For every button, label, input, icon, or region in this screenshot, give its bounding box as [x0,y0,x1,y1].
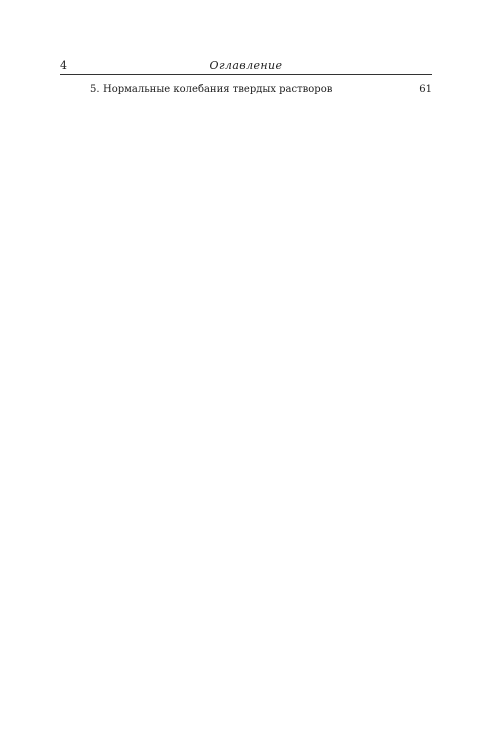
running-header [60,58,432,74]
running-title: Оглавление [209,59,283,72]
toc-entry[interactable] [60,84,432,97]
entry-title [103,84,432,97]
title-line: Нормальные колебания твердых растворов [103,84,333,95]
page-ref: 61 [419,84,432,95]
page-number: 4 [60,59,67,72]
entry-number: 5. [90,84,100,95]
table-of-contents [60,84,432,97]
header-rule [60,74,432,75]
